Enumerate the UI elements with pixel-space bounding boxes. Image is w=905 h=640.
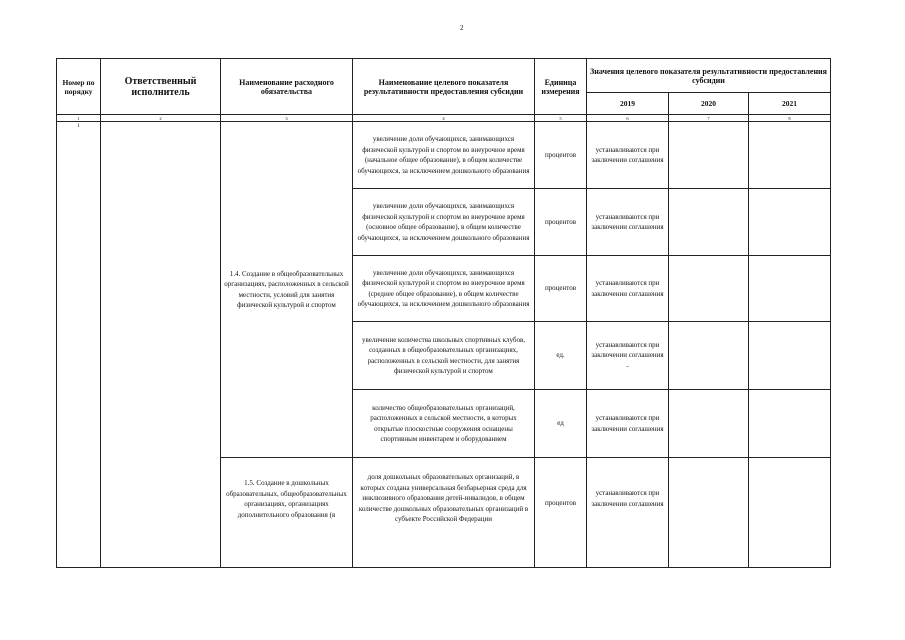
indicator-cell: увеличение количества школьных спортивных клубов, созданных в общеобразовательных организациях, расположенных в сельской местности, для занятия физической культурой и спортом xyxy=(353,322,535,390)
value-2019-cell: устанавливаются при заключении соглашения xyxy=(587,390,669,458)
value-2020-cell xyxy=(669,189,749,256)
col-number-8: 8 xyxy=(749,115,831,122)
table-row xyxy=(57,122,831,189)
value-2020-cell xyxy=(669,122,749,189)
value-2020-cell xyxy=(669,390,749,458)
header-expense: Наименование расходного обязательства xyxy=(221,59,353,115)
row-number: 1 xyxy=(57,122,101,568)
col-number-1: 1 xyxy=(57,115,101,122)
value-2021-cell xyxy=(749,390,831,458)
header-number: Номер по порядку xyxy=(57,59,101,115)
col-number-2: 2 xyxy=(101,115,221,122)
page-number: 2 xyxy=(460,24,464,32)
col-number-5: 5 xyxy=(535,115,587,122)
value-2019-cell: устанавливаются при заключении соглашения xyxy=(587,122,669,189)
header-year-2021: 2021 xyxy=(749,93,831,115)
col-number-6: 6 xyxy=(587,115,669,122)
value-2019-cell: устанавливаются при заключении соглашения xyxy=(587,189,669,256)
value-2019-dash: - xyxy=(626,361,629,370)
header-executor: Ответственный исполнитель xyxy=(101,59,221,115)
col-number-4: 4 xyxy=(353,115,535,122)
executor-cell xyxy=(101,122,221,568)
unit-cell: ед. xyxy=(535,322,587,390)
value-2021-cell xyxy=(749,256,831,322)
indicator-cell: увеличение доли обучающихся, занимающихся физической культурой и спортом во внеурочное время (среднее общее образование), в общем количестве обучающихся, за исключением дошкольного образования xyxy=(353,256,535,322)
value-2019-cell: устанавливаются при заключении соглашения xyxy=(587,458,669,568)
expense-1-4: 1.4. Создание в общеобразовательных организациях, расположенных в сельской местности, условий для занятия физической культурой и спортом xyxy=(221,122,353,458)
unit-cell: процентов xyxy=(535,189,587,256)
value-2021-cell xyxy=(749,189,831,256)
indicators-table xyxy=(56,58,831,568)
value-2020-cell xyxy=(669,322,749,390)
indicator-cell: количество общеобразовательных организаций, расположенных в сельской местности, в которых открытые плоскостные сооружения оснащены спортивным инвентарем и оборудованием xyxy=(353,390,535,458)
indicator-cell: доля дошкольных образовательных организаций, в которых создана универсальная безбарьерная среда для инклюзивного образования детей-инвалидов, в общем количестве дошкольных образовательных организаций в субъекте Российской Федерации xyxy=(353,458,535,568)
value-2021-cell xyxy=(749,322,831,390)
value-2021-cell xyxy=(749,458,831,568)
header-year-2019: 2019 xyxy=(587,93,669,115)
value-2020-cell xyxy=(669,458,749,568)
value-2019-cell: устанавливаются при заключении соглашения xyxy=(587,256,669,322)
value-2019-cell xyxy=(587,322,669,390)
value-2020-cell xyxy=(669,256,749,322)
header-indicator: Наименование целевого показателя результативности предоставления субсидии xyxy=(353,59,535,115)
header-unit: Единица измерения xyxy=(535,59,587,115)
expense-1-5: 1.5. Создание в дошкольных образовательных, общеобразовательных организациях, организациях дополнительного образования (в xyxy=(221,458,353,568)
indicator-cell: увеличение доли обучающихся, занимающихся физической культурой и спортом во внеурочное время (основное общее образование), в общем количестве обучающихся, за исключением дошкольного образования xyxy=(353,189,535,256)
indicator-cell: увеличение доли обучающихся, занимающихся физической культурой и спортом во внеурочное время (начальное общее образование), в общем количестве обучающихся, за исключением дошкольного образования xyxy=(353,122,535,189)
value-2021-cell xyxy=(749,122,831,189)
value-2019-text: устанавливаются при заключении соглашения xyxy=(591,340,664,360)
unit-cell: процентов xyxy=(535,458,587,568)
unit-cell: процентов xyxy=(535,256,587,322)
unit-cell: процентов xyxy=(535,122,587,189)
col-number-3: 3 xyxy=(221,115,353,122)
header-values-group: Значения целевого показателя результативности предоставления субсидии xyxy=(587,59,831,93)
header-year-2020: 2020 xyxy=(669,93,749,115)
unit-cell: ед xyxy=(535,390,587,458)
col-number-7: 7 xyxy=(669,115,749,122)
